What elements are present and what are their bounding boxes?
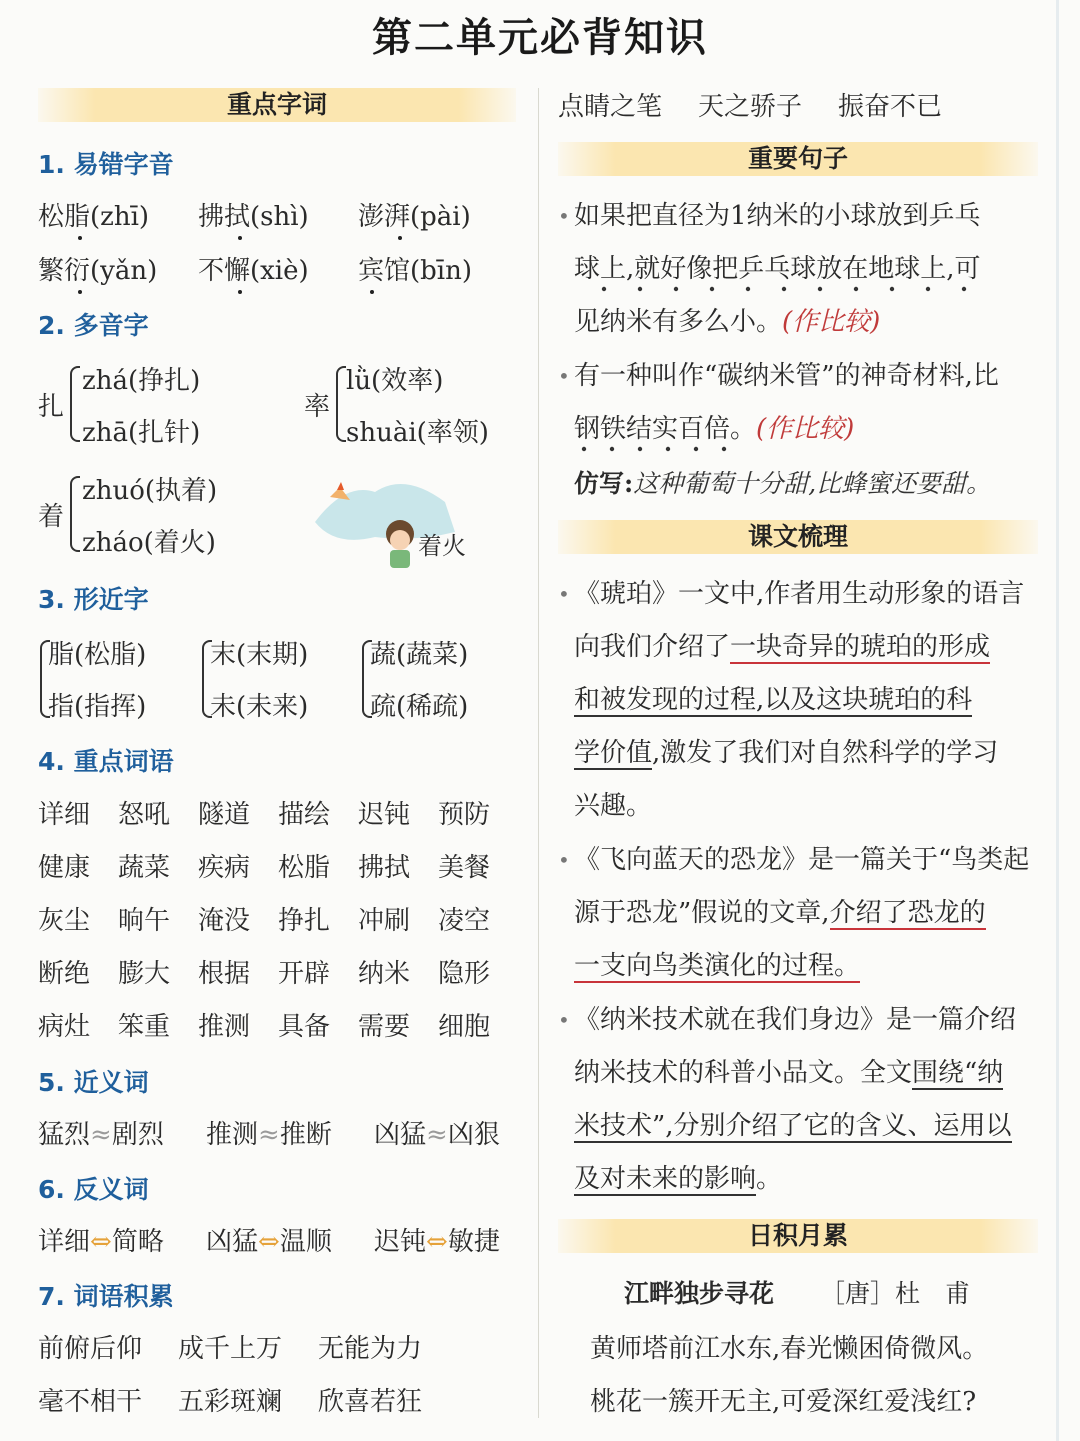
word: 笨重 [118,1012,171,1042]
synonym-word: 推断 [279,1120,332,1150]
summary-paragraph-2 [558,834,1044,993]
antonym-word: 简略 [111,1227,164,1257]
word: 疾病 [198,853,251,883]
section-heading-key-words: 4. 重点词语 [38,747,174,776]
key-sentence-1 [558,190,1044,349]
pinyin-item: 宾馆(bīn) [358,256,472,286]
imitation-label: 仿写: [574,469,634,498]
word-row [38,794,518,831]
text-span: 钢铁结实百倍。 [574,414,757,444]
text-line: 《琥珀》一文中,作者用生动形象的语言 [574,579,1025,609]
emphasis-dot [370,290,374,294]
underlined-text: 和被发现的过程,以及这块琥珀的科 [574,685,973,715]
pinyin-item: 不懈(xiè) [198,256,309,286]
word: 淹没 [198,906,251,936]
text-span: 。 [756,1164,783,1194]
idiom: 五彩斑斓 [178,1387,283,1417]
illustration-caption: 着火 [418,532,466,560]
emphasis-dot [238,236,242,240]
polyphonic-char: 率 [304,392,331,422]
imitation-line [574,464,991,500]
antonym-pair [206,1221,332,1258]
text-line: 有一种叫作“碳纳米管”的神奇材料,比 [574,361,999,391]
banner-daily-accumulation: 日积月累 [558,1219,1038,1253]
word: 推测 [198,1012,251,1042]
word: 怒吼 [118,800,171,830]
underlined-text: 介绍了恐龙的 [829,898,986,928]
polyphonic-reading: lǜ(效率) [346,366,444,396]
banner-text-summary: 课文梳理 [558,520,1038,554]
similar-char: 脂(松脂) [48,640,147,670]
section-heading-idioms: 7. 词语积累 [38,1282,174,1311]
section-heading-polyphonic: 2. 多音字 [38,311,149,340]
polyphonic-char: 扎 [38,392,65,422]
annotation-note: (作比较) [782,307,881,337]
underlined-text: 一支向鸟类演化的过程。 [574,951,861,981]
word: 迟钝 [358,800,411,830]
idiom: 无能为力 [318,1334,423,1364]
word: 纳米 [358,959,411,989]
fire-illustration [305,462,505,572]
summary-paragraph-3 [558,994,1044,1206]
word: 根据 [198,959,251,989]
section-heading-antonyms: 6. 反义词 [38,1175,149,1204]
section-heading-pronunciation: 1. 易错字音 [38,150,174,179]
bullet: • [558,582,570,606]
idiom: 前俯后仰 [38,1334,143,1364]
word: 预防 [438,800,491,830]
annotation-note: (作比较) [756,414,855,444]
word-row [38,953,518,990]
emphasis-dots [574,444,774,454]
idiom: 欣喜若狂 [318,1387,423,1417]
text-span: ,激发了我们对自然科学的学习 [652,738,999,768]
bullet: • [558,204,570,228]
text-line [574,1100,1044,1153]
similar-char: 末(末期) [210,640,309,670]
text-span: 见纳米有多么小。 [574,307,783,337]
emphasis-dot [398,236,402,240]
key-sentence-2 [558,350,1044,456]
text-line: 《飞向蓝天的恐龙》是一篇关于“鸟类起 [574,845,1030,875]
text-line [574,1153,1044,1206]
summary-paragraph-1 [558,568,1044,833]
text-line [574,727,1044,780]
brace [70,476,80,552]
idiom: 点睛之笔 [558,92,663,122]
polyphonic-reading: zhā(扎针) [82,418,201,448]
idiom: 成千上万 [178,1334,283,1364]
emphasis-dots [600,284,1020,294]
word: 细胞 [438,1012,491,1042]
pinyin-item: 松脂(zhī) [38,202,150,232]
column-divider [538,88,539,1418]
page-edge [1056,0,1059,1441]
text-span: 源于恐龙”假说的文章, [574,898,830,928]
similar-char: 疏(稀疏) [370,692,469,722]
word-row [38,900,518,937]
pinyin-item: 拂拭(shì) [198,202,309,232]
antonym-word: 详细 [38,1227,91,1257]
synonym-word: 推测 [206,1120,259,1150]
banner-key-sentences: 重要句子 [558,142,1038,176]
similar-char: 蔬(蔬菜) [370,640,469,670]
bullet: • [558,1008,570,1032]
word: 需要 [358,1012,411,1042]
brace [70,366,80,442]
approx-mark: ≈ [258,1120,280,1150]
underlined-text: 一块奇异的琥珀的形成 [730,632,991,662]
approx-mark: ≈ [426,1120,448,1150]
section-heading-similar-chars: 3. 形近字 [38,585,149,614]
word: 松脂 [278,853,331,883]
bullet: • [558,364,570,388]
word: 挣扎 [278,906,331,936]
antonym-word: 敏捷 [447,1227,500,1257]
antonym-word: 凶猛 [206,1227,259,1257]
word: 冲刷 [358,906,411,936]
underlined-text: 米技术”,分别介绍了它的含义、运用以 [574,1111,1012,1141]
brace [336,366,346,442]
word: 蔬菜 [118,853,171,883]
word: 描绘 [278,800,331,830]
bullet: • [558,848,570,872]
word: 灰尘 [38,906,91,936]
polyphonic-reading: zhuó(执着) [82,476,218,506]
synonym-pair [206,1114,332,1151]
page-title: 第二单元必背知识 [372,15,708,61]
emphasis-dot [78,290,82,294]
word: 健康 [38,853,91,883]
word: 开辟 [278,959,331,989]
similar-char: 未(未来) [210,692,309,722]
synonym-word: 猛烈 [38,1120,91,1150]
text-line [574,621,1044,674]
antonym-pair [374,1221,500,1258]
underlined-text: 围绕“纳 [912,1058,1004,1088]
word: 断绝 [38,959,91,989]
polyphonic-reading: shuài(率领) [346,418,489,448]
text-span: 向我们介绍了 [574,632,731,662]
poem-line: 桃花一簇开无主,可爱深红爱浅红? [590,1387,977,1417]
text-line: 兴趣。 [574,791,653,821]
polyphonic-reading: zhá(挣扎) [82,366,201,396]
word-row [38,1006,518,1043]
word: 病灶 [38,1012,91,1042]
underlined-text: 学价值 [574,738,653,768]
antonym-word: 迟钝 [374,1227,427,1257]
word: 美餐 [438,853,491,883]
text-line [574,1047,1044,1100]
synonym-word: 凶猛 [374,1120,427,1150]
opposite-mark: ⇔ [258,1227,280,1257]
approx-mark: ≈ [90,1120,112,1150]
synonym-word: 凶狠 [447,1120,500,1150]
emphasis-dot [238,290,242,294]
pinyin-item: 繁衍(yǎn) [38,256,158,286]
imitation-text: 这种葡萄十分甜,比蜂蜜还要甜。 [633,469,992,498]
poem-author: ［唐］杜 甫 [820,1279,971,1308]
opposite-mark: ⇔ [426,1227,448,1257]
synonym-pair [38,1114,164,1151]
synonym-pair [374,1114,500,1151]
text-line [574,940,1044,993]
antonym-pair [38,1221,164,1258]
idiom: 天之骄子 [698,92,803,122]
polyphonic-char: 着 [38,502,65,532]
word: 拂拭 [358,853,411,883]
text-line [574,887,1044,940]
word: 隐形 [438,959,491,989]
synonym-word: 剧烈 [111,1120,164,1150]
text-line: 球上,就好像把乒乓球放在地球上,可 [574,254,981,284]
text-line: 如果把直径为1纳米的小球放到乒乓 [574,201,981,231]
poem-title: 江畔独步寻花 [624,1279,775,1308]
section-heading-synonyms: 5. 近义词 [38,1068,149,1097]
idiom: 毫不相干 [38,1387,143,1417]
word: 详细 [38,800,91,830]
idiom: 振奋不已 [838,92,943,122]
emphasis-dot [78,236,82,240]
similar-char: 指(指挥) [48,692,147,722]
word: 凌空 [438,906,491,936]
opposite-mark: ⇔ [90,1227,112,1257]
text-line [574,674,1044,727]
word: 晌午 [118,906,171,936]
pinyin-item: 澎湃(pài) [358,202,471,232]
text-line [574,296,1044,349]
poem-line: 黄师塔前江水东,春光懒困倚微风。 [590,1334,989,1364]
underlined-text: 及对未来的影响 [574,1164,757,1194]
text-span: 纳米技术的科普小品文。全文 [574,1058,913,1088]
text-line: 《纳米技术就在我们身边》是一篇介绍 [574,1005,1017,1035]
polyphonic-reading: zháo(着火) [82,528,216,558]
banner-key-words: 重点字词 [38,88,516,122]
word: 隧道 [198,800,251,830]
word-row [38,847,518,884]
word: 膨大 [118,959,171,989]
antonym-word: 温顺 [279,1227,332,1257]
word: 具备 [278,1012,331,1042]
